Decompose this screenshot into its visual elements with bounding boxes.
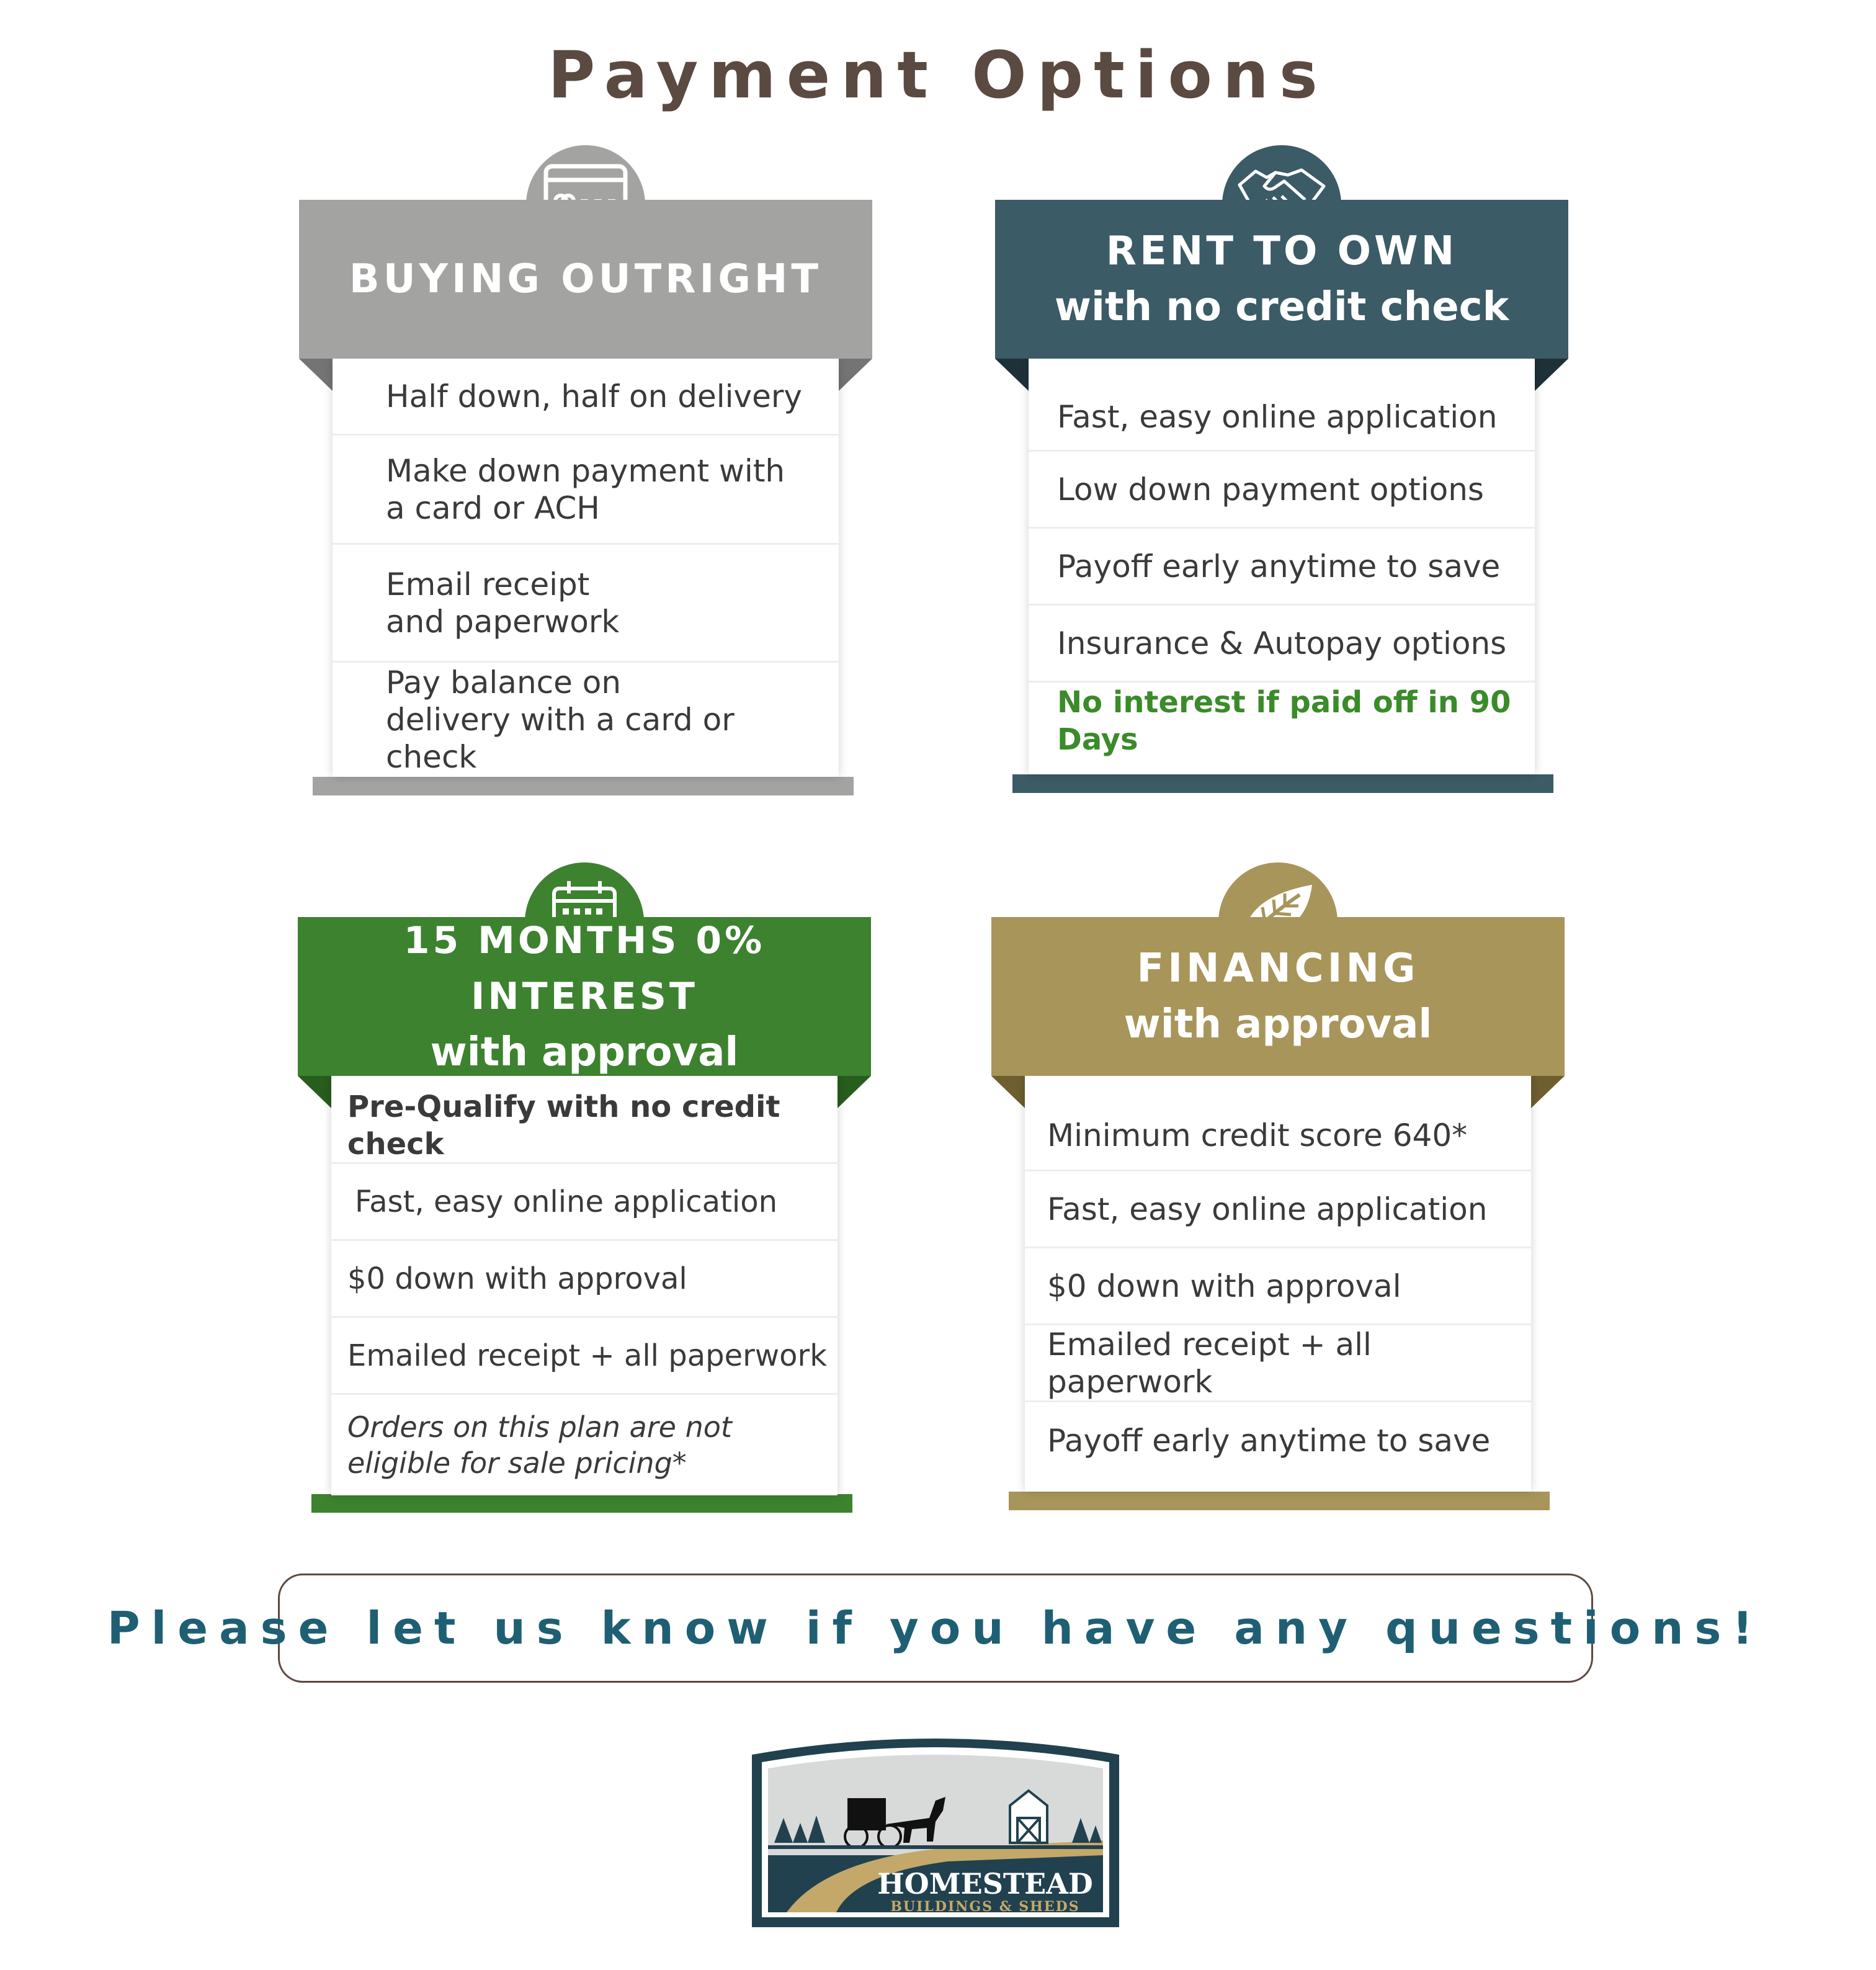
list-item: Half down, half on delivery (333, 359, 839, 436)
rent-to-own-card (995, 200, 1568, 795)
homestead-logo (749, 1731, 1122, 1930)
questions-text: Please let us know if you have any questions! (107, 1602, 1764, 1654)
list-item: Emailed receipt + all paperwork (1025, 1325, 1531, 1402)
list-item: Minimum credit score 640* (1025, 1076, 1531, 1171)
list-item: Fast, easy online application (331, 1164, 838, 1241)
list-item: Low down payment options (1029, 452, 1535, 529)
list-item: Make down payment with a card or ACH (333, 436, 839, 545)
list-item-highlight: No interest if paid off in 90 Days (1057, 685, 1511, 757)
list-item: Fast, easy online application (1029, 359, 1535, 452)
zero-interest-base-bar (311, 1494, 852, 1513)
questions-banner (107, 1574, 1764, 1683)
ribbon-fold-left (299, 359, 333, 391)
list-item: Pay balance on delivery with a card or check (386, 665, 735, 775)
page-title: Payment Options (548, 37, 1328, 113)
buying-outright-card (299, 200, 872, 795)
ribbon-fold-left (995, 359, 1029, 391)
zero-interest-list (331, 1076, 838, 1495)
logo-name: HOMESTEAD (877, 1867, 1093, 1901)
buying-outright-header (299, 200, 872, 359)
list-item: Insurance & Autopay options (1029, 606, 1535, 683)
card-title: 15 MONTHS 0% INTEREST (403, 919, 766, 1018)
ribbon-fold-right (1535, 359, 1568, 391)
card-subtitle: with approval (1123, 1001, 1432, 1047)
list-item: $0 down with approval (331, 1241, 838, 1318)
financing-header (991, 917, 1565, 1076)
card-subtitle: with approval (430, 1029, 739, 1075)
buying-base-bar (313, 777, 854, 795)
card-subtitle: with no credit check (1054, 284, 1509, 330)
list-item: Emailed receipt + all paperwork (331, 1318, 838, 1395)
financing-base-bar (1009, 1492, 1550, 1510)
list-item-note: Orders on this plan are not eligible for sale pricing* (347, 1410, 732, 1480)
card-title: BUYING OUTRIGHT (349, 256, 823, 302)
card-title: FINANCING (1137, 946, 1419, 992)
logo-tagline: BUILDINGS & SHEDS (890, 1899, 1080, 1915)
financing-card (991, 917, 1565, 1519)
list-item: Payoff early anytime to save (1029, 529, 1535, 606)
zero-interest-header (298, 917, 871, 1076)
financing-list (1025, 1076, 1531, 1492)
rent-to-own-list (1029, 359, 1535, 774)
ribbon-fold-right (1531, 1076, 1565, 1108)
ribbon-fold-left (298, 1076, 331, 1108)
list-item: Email receipt and paperwork (333, 545, 839, 663)
ribbon-fold-right (838, 1076, 871, 1108)
card-title: RENT TO OWN (1106, 228, 1458, 274)
list-item-emphasis: Pre-Qualify with no credit check (331, 1076, 838, 1164)
list-item: Fast, easy online application (1025, 1171, 1531, 1248)
rent-base-bar (1012, 774, 1553, 793)
buying-outright-list (333, 359, 839, 777)
list-item: $0 down with approval (1025, 1248, 1531, 1325)
zero-interest-card (298, 917, 871, 1519)
rent-to-own-header (995, 200, 1568, 359)
ribbon-fold-right (839, 359, 872, 391)
ribbon-fold-left (991, 1076, 1025, 1108)
list-item: Payoff early anytime to save (1047, 1423, 1491, 1459)
